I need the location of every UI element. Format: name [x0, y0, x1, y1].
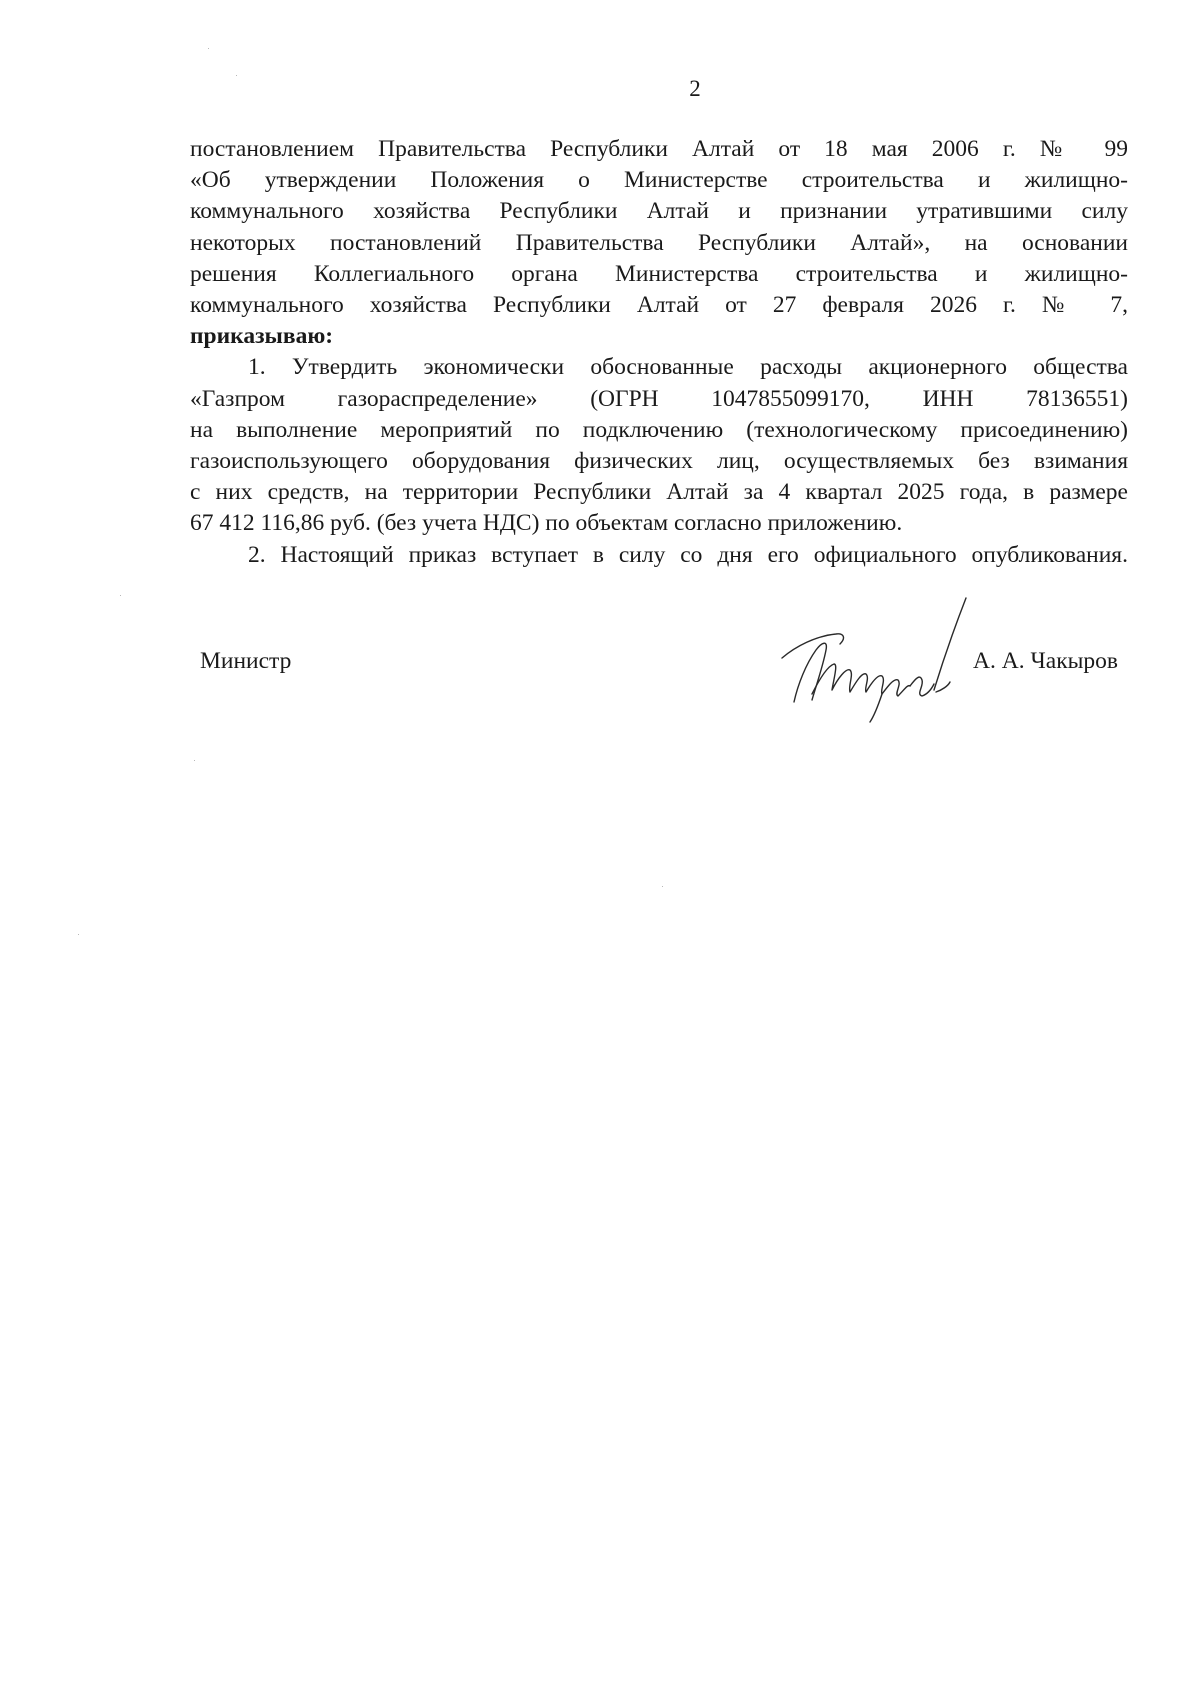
item-2-line: 2. Настоящий приказ вступает в силу со дня его официального опубликования. — [248, 541, 1128, 568]
scan-speck — [236, 75, 237, 76]
item-1-line: 67 412 116,86 руб. (без учета НДС) по объектам согласно приложению. — [190, 510, 903, 537]
scan-speck — [194, 760, 195, 761]
position-title: Министр — [200, 648, 292, 674]
item-1-line: газоиспользующего оборудования физических лиц, осуществляемых без взимания — [190, 448, 1128, 475]
body-line: «Об утверждении Положения о Министерстве строительства и жилищно- — [190, 167, 1128, 194]
signature-block — [200, 640, 1128, 750]
scan-speck — [662, 886, 663, 887]
body-line: постановлением Правительства Республики Алтай от 18 мая 2006 г. № 99 — [190, 136, 1128, 162]
body-line: решения Коллегиального органа Министерства строительства и жилищно- — [190, 260, 1128, 287]
scan-speck — [120, 595, 121, 596]
signer-name: А. А. Чакыров — [973, 648, 1118, 674]
item-1-line: с них средств, на территории Республики Алтай за 4 квартал 2025 года, в размере — [190, 479, 1128, 506]
order-word: приказываю: — [190, 323, 334, 350]
item-1-line: на выполнение мероприятий по подключению (технологическому присоединению) — [190, 416, 1128, 443]
item-1-line: 1. Утвердить экономически обоснованные расходы акционерного общества — [248, 354, 1128, 381]
scan-speck — [78, 934, 79, 935]
body-line: некоторых постановлений Правительства Республики Алтай», на основании — [190, 229, 1128, 256]
body-line: коммунального хозяйства Республики Алтай от 27 февраля 2026 г. № 7, — [190, 292, 1128, 319]
handwritten-signature — [776, 594, 976, 724]
scan-speck — [208, 48, 209, 49]
body-line: коммунального хозяйства Республики Алтай и признании утратившими силу — [190, 198, 1128, 225]
item-1-line: «Газпром газораспределение» (ОГРН 1047855099170, ИНН 78136551) — [190, 385, 1128, 412]
order-body — [190, 134, 1128, 571]
page-number: 2 — [689, 76, 701, 101]
